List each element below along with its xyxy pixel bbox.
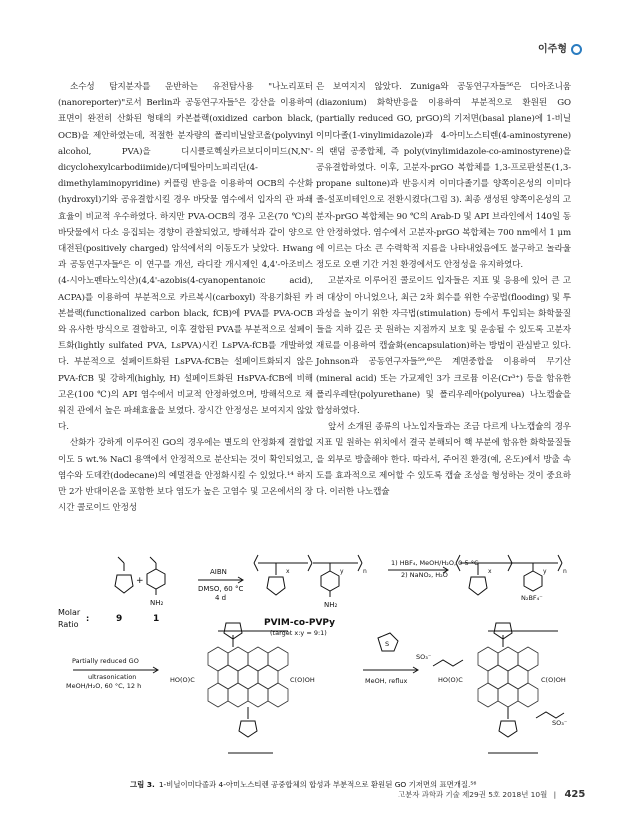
sulfonate-bottom: SO₃⁻ (552, 719, 568, 727)
molar-label: Molar (58, 608, 81, 617)
step3-line3: MeOH/H₂O, 60 °C, 12 h (66, 682, 142, 690)
carboxyl-right-2: C(O)OH (541, 676, 566, 684)
step3-line2: ultrasonication (88, 673, 137, 681)
step2-line1: 1) HBF₄, MeOH/H₂O, 0-5 °C (391, 559, 479, 567)
carboxyl-right: C(O)OH (290, 676, 315, 684)
author-header: 이주형 (538, 40, 582, 55)
paragraph: 은 보여지지 않았다. Zuniga와 공동연구자들⁵⁶은 디아조니움(diazonium) 화학반응을 이용하여 부분적으로 환원된 GO (partially reduced GO, prGO)의 기저면(basal plane)에 1-비닐이미다졸(1-vinylimidazole)과 4-아미노스티렌(4-aminostyrene)의 랜덤 공중합체, 즉 poly(vinylimidazole-co-aminostyrene)을 공유결합하였다. 이후, 고분자-prGO 복합체를 1,3-프로판설톤(1,3-propane sultone)과 반응시켜 이미다졸기를 양쪽이온성의 이미다졸-설포비테인으로 전환시켰다(그림 3). 최종 생성된 양쪽이온성의 고분자-prGO 복합체는 90 ℃의 Arab-D 및 API 브라인에서 140일 동안 안정하였다. 염수에서 고분자-prGO 복합체는 700 nm에서 1 μm에 이르는 다소 큰 수력학적 지름을 나타내었음에도 불구하고 놀라울 정도로 오랜 기간 거친 환경에서도 안정성을 유지하였다. (316, 82, 571, 271)
left-column (58, 79, 313, 516)
sulfonate-top: SO₃⁻ (416, 653, 432, 661)
subscript-x-right: x (488, 568, 492, 575)
circle-mark-icon (571, 44, 582, 55)
subscript-n-right: n (563, 568, 567, 575)
page-number: 425 (564, 789, 586, 800)
plus-sign: + (136, 576, 144, 586)
paragraph: 앞서 소개된 종류의 나노입자들과는 조금 다르게 나노캡슐의 경우 지표 밑 원하는 위치에서 결국 분해되어 핵 부분에 함유한 화학물질들을 외부로 방출해야 한다. 따라서, 주어진 환경(예, 온도)에서 방출 속도를 효과적으로 제어할 수 있도록 캡슐 조성을 형성하는 것이 중요하다. 이러한 나노캡슐 (316, 422, 571, 498)
paragraph: 산화가 강하게 이루어진 GO의 경우에는 별도의 안정화제 결합없이도 5 wt.% NaCl 용액에서 안정적으로 분산되는 것이 확인되었고, 염수와 도데칸(dodecane)의 예멀젼을 안정화시킬 수 있었다.¹⁴ 하지만 2가 반대이온을 포함한 보다 염도가 높은 고염수 및 고온에서의 장시간 콜로이드 안정성 (58, 438, 313, 514)
ratio-value-9: 9 (116, 614, 123, 624)
caption-label: 그림 3. (130, 780, 155, 789)
divider-icon: | (553, 790, 557, 799)
caption-text: 1-비닐이미다졸과 4-아미노스티렌 공중합체의 합성과 부분적으로 환원된 GO 기저면의 표면개질.⁵⁶ (158, 780, 477, 789)
subscript-y: y (340, 568, 344, 575)
step1-conditions: DMSO, 60 °C (198, 585, 244, 593)
ratio-colon: : (86, 614, 90, 623)
journal-info: 고분자 과학과 기술 제29권 5호 2018년 10월 (398, 790, 548, 799)
page-footer (398, 789, 585, 800)
polymer-ratio: (target x:y = 9:1) (270, 629, 327, 637)
step1-time: 4 d (215, 594, 227, 602)
step2-line2: 2) NaNO₂, H₂O (401, 571, 448, 579)
sultone-sulfur: S (385, 640, 390, 648)
reaction-scheme-figure (58, 553, 572, 773)
polymer-amine: NH₂ (324, 601, 338, 609)
ratio-value-1: 1 (153, 614, 160, 624)
ratio-label: Ratio (58, 620, 79, 629)
subscript-n: n (363, 568, 367, 575)
subscript-y-right: y (543, 568, 547, 575)
carboxyl-left-2: HO(O)C (438, 676, 463, 684)
polymer-name: PVIM-co-PVPy (264, 618, 336, 628)
right-column (316, 79, 571, 500)
paragraph: 고분자로 이루어진 콜로이드 입자들은 지표 및 응용에 있어 큰 고려 대상이 아니었으나, 최근 2차 회수를 위한 수공법(flooding) 및 투과성을 높이기 위한 자극법(stimulation) 등에서 투입되는 화학물질들을 지하 깊은 곳 원하는 지점까지 보호 및 운송될 수 있도록 고분자재료를 이용하여 캡슐화(encapsulation)하는 방법이 관심받고 있다. Johnson과 공동연구자들⁵⁹,⁶⁰은 계면중합을 이용하여 무기산(mineral acid) 또는 가교제인 3가 크로뮴 이온(Cr³⁺) 등을 함유한 폴리우레탄(polyurethane) 및 폴리우레아(polyurea) 나노캡슐을 합성하였다. (316, 276, 571, 417)
step3-line1: Partially reduced GO (72, 657, 139, 665)
monomer-amine: NH₂ (150, 599, 164, 607)
carboxyl-left: HO(O)C (170, 676, 195, 684)
diazonium-label: N₂BF₄⁻ (521, 594, 543, 602)
step1-reagent: AIBN (210, 568, 227, 576)
step4-conditions: MeOH, reflux (365, 677, 408, 685)
paragraph: 소수성 탐지분자를 운반하는 유전탐사용 "나노리포터(nanoreporter)"로서 Berlin과 공동연구자들⁵은 강산을 이용하여 표면이 완전히 산화된 형태의 카본블랙(oxidized carbon black, OCB)을 제안하였는데, 적절한 분자량의 폴리비닐알코올(polyvinyl alcohol, PVA)을 디시클로헥실카르보디이미드(N,N'-dicyclohexylcarbodiimide)/디메틸아미노피리딘(4-dimethylaminopyridine) 커플링 반응을 이용하여 OCB의 수산화(hydroxyl)기와 공유결합시킬 경우 바닷물 염수에서 입자의 관 파쇄효율이 비교적 우수하였다. 하지만 PVA-OCB의 경우 고온(70 ℃)의 바닷물에서 다소 응집되는 경향이 관찰되었고, 방해석과 같이 양으로 대전된(positively charged) 암석에서의 이동도가 낮았다. Hwang과 공동연구자들⁶은 이 연구를 개선, 라디칼 개시제인 4,4'-아조비스(4-시아노펜타노익산)(4,4'-azobis(4-cyanopentanoic acid), ACPA)를 이용하여 부분적으로 카르복시(carboxyl) 작용기화된 카본블랙(functionalized carbon black, fCB)에 PVA를 PVA-OCB와 유사한 방식으로 결합하고, 이후 결합된 PVA를 부분적으로 설페이트화(lightly sulfated PVA, LsPVA)시킨 LsPVA-fCB를 개발하였다. 부분적으로 설페이트화된 LsPVA-fCB는 설페이트화되지 않은 PVA-fCB 및 강하게(highly, H) 설페이트화된 HsPVA-fCB에 비해 고온(100 ℃)의 API 염수에서 비교적 안정하였으며, 방해석으로 채워진 관에서 높은 파쇄효율을 보였다. 장시간 안정성은 보여지지 않았다. (58, 82, 313, 433)
subscript-x: x (286, 568, 290, 575)
